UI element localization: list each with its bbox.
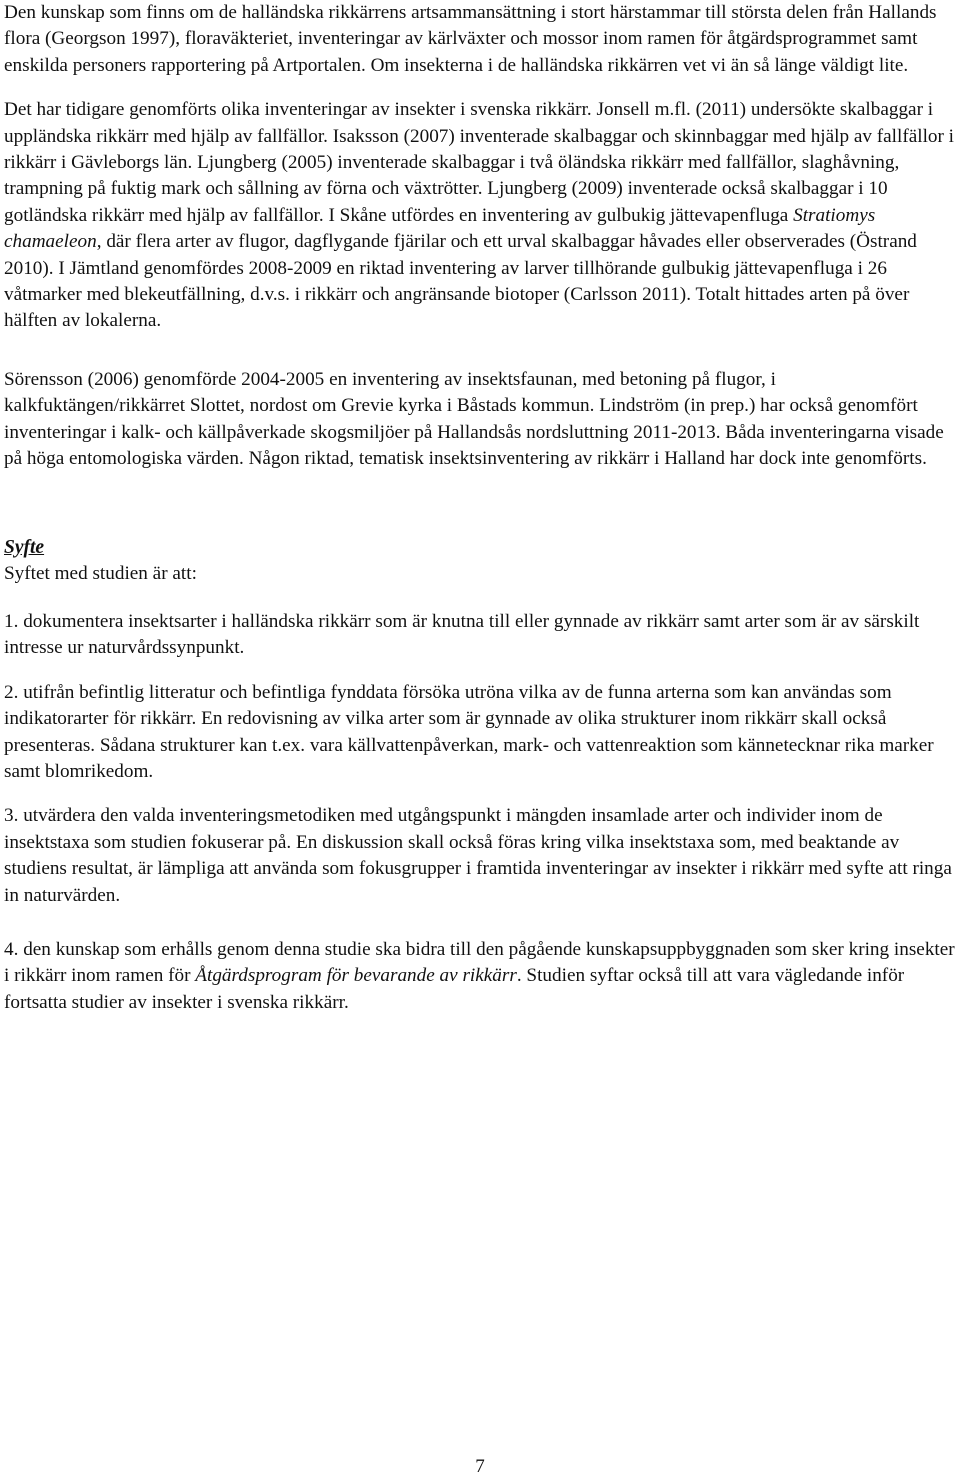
paragraph-halland-inventories: Sörensson (2006) genomförde 2004-2005 en inventering av insektsfaunan, med betoning på flugor, i kalkfuktängen/rikkärret Slottet, nordost om Grevie kyrka i Båstads kommun. Lindström (in prep.) har också genomfört inventeringar i kalk- och källpåverkade skogsmiljöer på Hallandsås nordsluttning 2011-2013. Båda inventeringarna visade på höga entomologiska värden. Någon riktad, tematisk insektsinventering av rikkärr i Halland har dock inte genomförts. [4, 368, 944, 470]
list-item: 2. utifrån befintlig litteratur och befintliga fynddata försöka utröna vilka av de funna arterna som kan användas som indikatorarter för rikkärr. En redovisning av vilka arter som är gynnade av olika strukturer inom rikkärr skall också presenteras. Sådana strukturer kan t.ex. vara källvattenpåverkan, mark- och vattenreaktion som kännetecknar rika marker samt blomrikedom. [4, 681, 934, 782]
species-name: Stratiomys chamaeleon [4, 204, 876, 253]
list-item [4, 937, 956, 1016]
page-number: 7 [475, 1456, 485, 1477]
list-item-text: . Studien syftar också till att vara vägledande inför fortsatta studier av insekter i svenska rikkärr. [4, 965, 905, 1013]
program-name: Åtgärdsprogram för bevarande av rikkärr [195, 965, 517, 987]
list-item-text: 4. den kunskap som erhålls genom denna studie ska bidra till den pågående kunskapsuppbyggnaden som sker kring insekter i rikkärr inom ramen för [4, 938, 955, 987]
paragraph-knowledge-sources: Den kunskap som finns om de halländska rikkärrens artsammansättning i stort härstammar till största delen från Hallands flora (Georgson 1997), floraväkteriet, inventeringar av kärlväxter och mossor inom ramen för åtgärdsprogrammet samt enskilda personers rapportering på Artportalen. Om insekterna i de halländska rikkärren vet vi än så länge väldigt lite. [4, 2, 937, 76]
paragraph-text: , där flera arter av flugor, dagflygande fjärilar och ett urval skalbaggar håvades eller observerades (Östrand 2010). I Jämtland genomfördes 2008-2009 en riktad inventering av larver tillhörande gulbukig jättevapenfluga i 26 våtmarker med blekeutfällning, d.v.s. i rikkärr och angränsande biotoper (Carlsson 2011). Totalt hittades arten på över hälften av lokalerna. [4, 231, 917, 332]
section-heading: Syfte [4, 536, 45, 558]
list-item: 1. dokumentera insektsarter i halländska rikkärr som är knutna till eller gynnade av rikkärr samt arter som är av särskilt intresse ur naturvårdssynpunkt. [4, 610, 920, 659]
section-intro: Syftet med studien är att: [4, 562, 197, 584]
document-page [4, 0, 956, 1016]
list-item: 3. utvärdera den valda inventeringsmetodiken med utgångspunkt i mängden insamlade arter och individer inom de insektstaxa som studien fokuserar på. En diskussion skall också föras kring vilka insektstaxa som, med beaktande av studiens resultat, är lämpliga att använda som fokusgrupper i framtida inventeringar av insekter i rikkärr med syfte att ringa in naturvärden. [4, 805, 952, 906]
paragraph-previous-inventories [4, 97, 956, 335]
paragraph-text: Det har tidigare genomförts olika inventeringar av insekter i svenska rikkärr. Jonsell m.fl. (2011) undersökte skalbaggar i uppländska rikkärr med hjälp av fallfällor. Isaksson (2007) inventerade skalbaggar och skinnbaggar med hjälp av fallfällor i rikkärr i Gävleborgs län. Ljungberg (2005) inventerade skalbaggar i två öländska rikkärr med fallfällor, slaghåvning, trampning på fuktig mark och sållning av förna och växtrötter. Ljungberg (2009) inventerade också skalbaggar i 10 gotländska rikkärr med hjälp av fallfällor. I Skåne utfördes en inventering av gulbukig jättevapenfluga [4, 99, 955, 226]
